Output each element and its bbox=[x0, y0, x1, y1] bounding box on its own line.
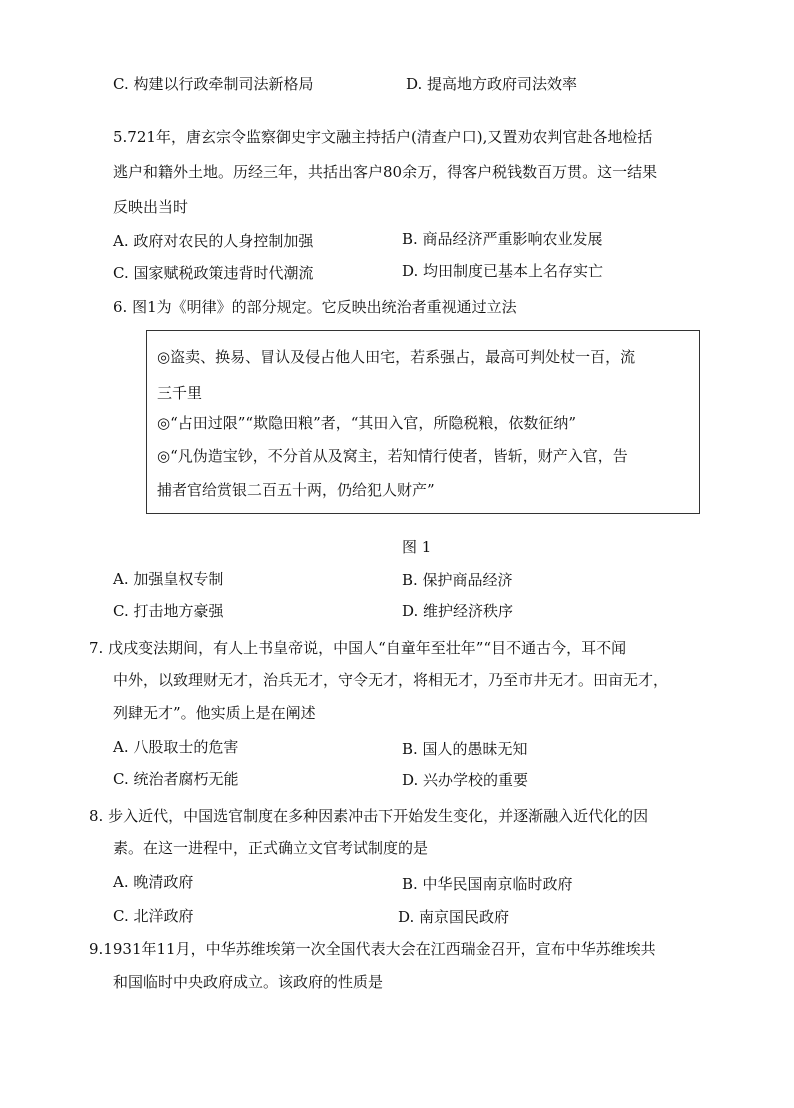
q7-stem-line3: 列肆无才”。他实质上是在阐述 bbox=[113, 704, 316, 722]
q5-stem-line2: 逃户和籍外土地。历经三年，共括出客户80余万，得客户税钱数百万贯。这一结果 bbox=[113, 163, 658, 181]
q8-option-c: C. 北洋政府 bbox=[113, 907, 194, 925]
q5-option-a: A. 政府对农民的人身控制加强 bbox=[113, 232, 314, 250]
q9-stem-line2: 和国临时中央政府成立。该政府的性质是 bbox=[113, 973, 384, 991]
q5-stem-line3: 反映出当时 bbox=[113, 198, 189, 216]
q7-option-a: A. 八股取士的危害 bbox=[113, 738, 239, 756]
figure-1-caption: 图 1 bbox=[402, 538, 432, 556]
q6-option-a: A. 加强皇权专制 bbox=[113, 570, 224, 588]
q5-stem-line1: 5.721年，唐玄宗令监察御史宇文融主持括户(清查户口),又置劝农判官赴各地检括 bbox=[113, 128, 653, 146]
figure-1-line3: ◎“占田过限”“欺隐田粮”者，“其田入官，所隐税粮，依数征纳” bbox=[157, 414, 577, 432]
figure-1-line2: 三千里 bbox=[157, 384, 203, 402]
q4-option-c: C. 构建以行政牵制司法新格局 bbox=[113, 75, 314, 93]
q4-option-d: D. 提高地方政府司法效率 bbox=[406, 75, 578, 93]
q8-stem-line2: 素。在这一进程中，正式确立文官考试制度的是 bbox=[113, 839, 429, 857]
figure-1-line1: ◎盗卖、换易、冒认及侵占他人田宅，若系强占，最高可判处杖一百，流 bbox=[157, 348, 636, 366]
q6-option-b: B. 保护商品经济 bbox=[402, 571, 513, 589]
q7-stem-line2: 中外，以致理财无才，治兵无才，守令无才，将相无才，乃至市井无才。田亩无才， bbox=[113, 671, 669, 689]
figure-1-line4: ◎“凡伪造宝钞，不分首从及窝主，若知情行使者，皆斩，财产入官，告 bbox=[157, 447, 628, 465]
q7-stem-line1: 7. 戊戌变法期间，有人上书皇帝说，中国人“自童年至壮年”“目不通古今，耳不闻 bbox=[89, 639, 627, 657]
q8-option-a: A. 晚清政府 bbox=[113, 873, 194, 891]
q6-option-c: C. 打击地方豪强 bbox=[113, 602, 224, 620]
q8-option-d: D. 南京国民政府 bbox=[398, 908, 510, 926]
figure-1-line5: 捕者官给赏银二百五十两，仍给犯人财产” bbox=[157, 481, 435, 499]
q6-stem: 6. 图1为《明律》的部分规定。它反映出统治者重视通过立法 bbox=[113, 298, 517, 316]
figure-1-box bbox=[146, 330, 700, 514]
q6-option-d: D. 维护经济秩序 bbox=[402, 602, 514, 620]
q9-stem-line1: 9.1931年11月，中华苏维埃第一次全国代表大会在江西瑞金召开，宣布中华苏维埃共 bbox=[89, 940, 656, 958]
q7-option-d: D. 兴办学校的重要 bbox=[402, 771, 529, 789]
q8-stem-line1: 8. 步入近代，中国选官制度在多种因素冲击下开始发生变化，并逐渐融入近代化的因 bbox=[89, 807, 649, 825]
q5-option-c: C. 国家赋税政策违背时代潮流 bbox=[113, 264, 314, 282]
q5-option-b: B. 商品经济严重影响农业发展 bbox=[402, 230, 603, 248]
q8-option-b: B. 中华民国南京临时政府 bbox=[402, 875, 573, 893]
q5-option-d: D. 均田制度已基本上名存实亡 bbox=[402, 262, 604, 280]
q7-option-b: B. 国人的愚昧无知 bbox=[402, 740, 528, 758]
q7-option-c: C. 统治者腐朽无能 bbox=[113, 770, 239, 788]
